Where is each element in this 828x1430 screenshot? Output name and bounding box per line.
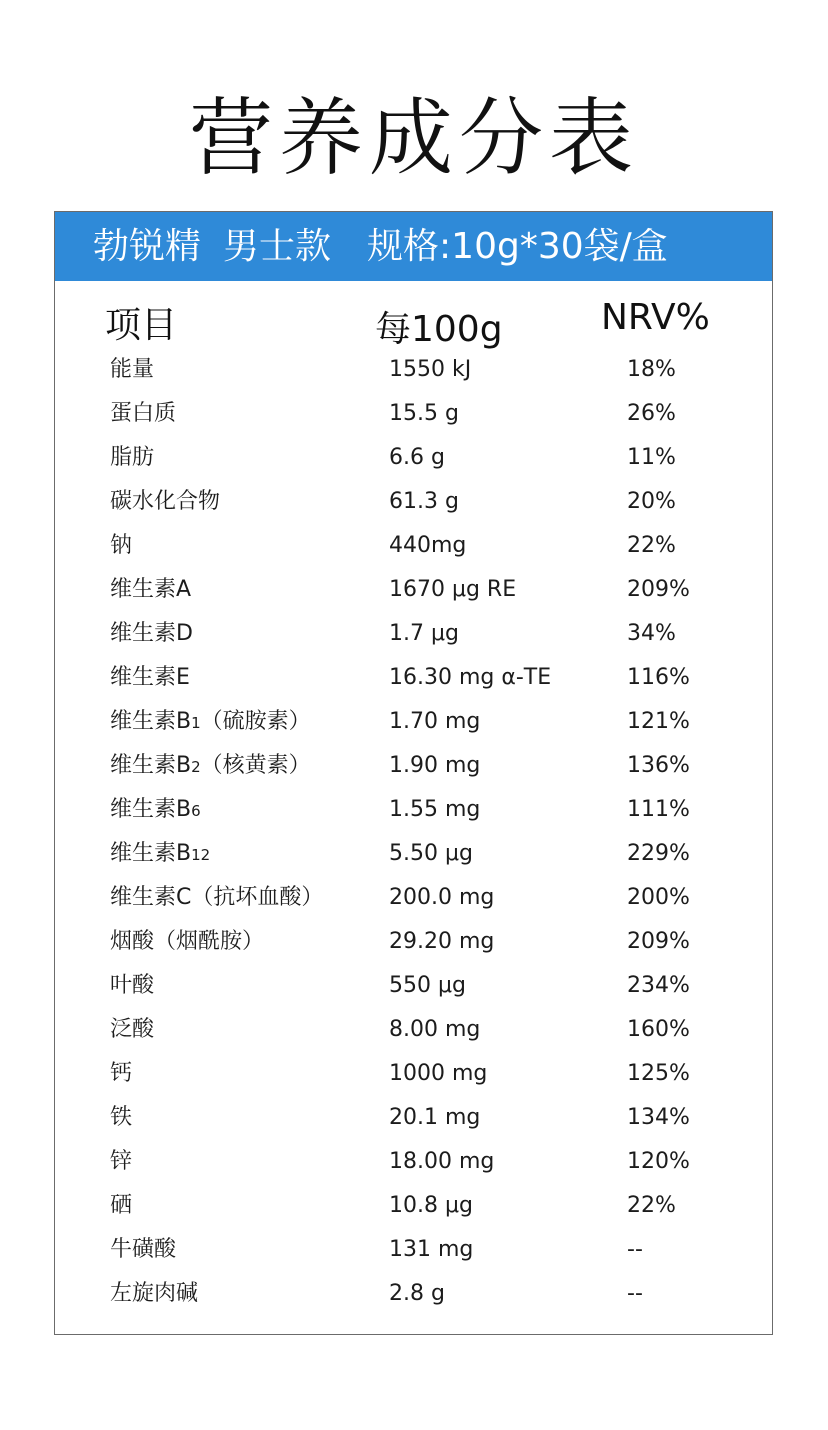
table-row <box>55 1184 772 1228</box>
nutrient-name <box>110 524 132 568</box>
nutrient-name <box>110 392 176 436</box>
nutrient-label: 锌 <box>110 1149 133 1174</box>
amount-per-100g: 1.90 mg <box>389 753 481 778</box>
nutrient-name <box>110 1228 176 1272</box>
nutrient-label: 维生素D <box>110 621 193 646</box>
nrv-percent: 229% <box>627 841 690 866</box>
table-row <box>55 1140 772 1184</box>
nrv-percent: -- <box>627 1237 643 1262</box>
table-row <box>55 348 772 392</box>
amount-per-100g: 20.1 mg <box>389 1105 481 1130</box>
nrv-percent: -- <box>627 1281 643 1306</box>
nutrient-name <box>110 1272 198 1316</box>
table-row <box>55 436 772 480</box>
nrv-percent: 134% <box>627 1105 690 1130</box>
nrv-percent: 26% <box>627 401 676 426</box>
nutrient-label: 钙 <box>110 1061 133 1086</box>
nutrient-label: 牛磺酸 <box>110 1237 177 1262</box>
nrv-percent: 209% <box>627 577 690 602</box>
nutrient-subscript: 6 <box>191 802 201 820</box>
amount-per-100g: 5.50 μg <box>389 841 473 866</box>
nutrient-name <box>110 1052 132 1096</box>
column-header-item: 项目 <box>105 305 178 346</box>
nutrient-label: 左旋肉碱 <box>110 1281 199 1306</box>
nutrient-label: 蛋白质 <box>110 401 177 426</box>
amount-per-100g: 15.5 g <box>389 401 459 426</box>
nrv-percent: 11% <box>627 445 676 470</box>
nrv-percent: 116% <box>627 665 690 690</box>
nutrient-name <box>110 1140 132 1184</box>
table-row <box>55 524 772 568</box>
amount-per-100g: 131 mg <box>389 1237 474 1262</box>
nutrient-suffix: （硫胺素） <box>200 709 311 734</box>
nutrient-name <box>110 964 154 1008</box>
nutrient-label: 铁 <box>110 1105 133 1130</box>
nutrient-label: 维生素B <box>110 841 192 866</box>
nrv-percent: 121% <box>627 709 690 734</box>
table-row <box>55 920 772 964</box>
table-header <box>55 297 772 350</box>
amount-per-100g: 440mg <box>389 533 467 558</box>
column-header-per100g: 每100g <box>375 309 503 350</box>
nutrient-name <box>110 920 264 964</box>
table-row <box>55 612 772 656</box>
nutrient-subscript: 1 <box>191 714 201 732</box>
nutrient-label: 维生素B <box>110 709 192 734</box>
amount-per-100g: 1550 kJ <box>389 357 472 382</box>
table-row <box>55 656 772 700</box>
amount-per-100g: 16.30 mg α-TE <box>389 665 552 690</box>
nrv-percent: 20% <box>627 489 676 514</box>
nutrient-name <box>110 1008 154 1052</box>
nutrient-subscript: 2 <box>191 758 201 776</box>
nrv-percent: 125% <box>627 1061 690 1086</box>
nutrient-label: 维生素B <box>110 753 192 778</box>
table-body <box>55 348 772 1316</box>
table-row <box>55 1096 772 1140</box>
nutrient-label: 维生素C（抗坏血酸） <box>110 885 324 910</box>
nutrient-label: 叶酸 <box>110 973 155 998</box>
nrv-percent: 234% <box>627 973 690 998</box>
nrv-percent: 111% <box>627 797 690 822</box>
nutrient-name <box>110 744 311 789</box>
nutrient-label: 脂肪 <box>110 445 155 470</box>
table-row <box>55 1052 772 1096</box>
nrv-percent: 120% <box>627 1149 690 1174</box>
nutrient-name <box>110 1184 132 1228</box>
nutrient-subscript: 12 <box>191 846 211 864</box>
amount-per-100g: 8.00 mg <box>389 1017 481 1042</box>
amount-per-100g: 6.6 g <box>389 445 445 470</box>
table-row <box>55 788 772 832</box>
nutrient-name <box>110 656 190 700</box>
amount-per-100g: 10.8 μg <box>389 1193 473 1218</box>
amount-per-100g: 2.8 g <box>389 1281 445 1306</box>
table-row <box>55 1228 772 1272</box>
table-row <box>55 392 772 436</box>
nutrient-name <box>110 612 193 656</box>
amount-per-100g: 1000 mg <box>389 1061 488 1086</box>
nutrient-label: 维生素A <box>110 577 192 602</box>
table-row <box>55 744 772 788</box>
amount-per-100g: 550 μg <box>389 973 466 998</box>
table-row <box>55 700 772 744</box>
amount-per-100g: 1670 μg RE <box>389 577 517 602</box>
nutrient-name <box>110 480 220 524</box>
nutrient-suffix: （核黄素） <box>200 753 311 778</box>
nutrient-label: 泛酸 <box>110 1017 155 1042</box>
nutrient-name <box>110 832 210 877</box>
nutrient-label: 碳水化合物 <box>110 489 221 514</box>
nutrient-label: 维生素E <box>110 665 190 690</box>
nrv-percent: 200% <box>627 885 690 910</box>
table-row <box>55 964 772 1008</box>
nutrient-label: 能量 <box>110 357 155 382</box>
table-row <box>55 832 772 876</box>
amount-per-100g: 29.20 mg <box>389 929 495 954</box>
table-row <box>55 1272 772 1316</box>
amount-per-100g: 1.7 μg <box>389 621 459 646</box>
nutrient-name <box>110 1096 132 1140</box>
nrv-percent: 22% <box>627 1193 676 1218</box>
table-row <box>55 568 772 612</box>
amount-per-100g: 18.00 mg <box>389 1149 495 1174</box>
nutrient-name <box>110 700 311 745</box>
nrv-percent: 22% <box>627 533 676 558</box>
amount-per-100g: 1.55 mg <box>389 797 481 822</box>
nutrient-name <box>110 876 323 920</box>
nrv-percent: 136% <box>627 753 690 778</box>
table-row <box>55 480 772 524</box>
nutrient-label: 钠 <box>110 533 133 558</box>
table-row <box>55 1008 772 1052</box>
nutrition-table <box>54 211 773 1335</box>
amount-per-100g: 61.3 g <box>389 489 459 514</box>
product-banner <box>55 212 772 281</box>
nutrient-label: 硒 <box>110 1193 133 1218</box>
nrv-percent: 18% <box>627 357 676 382</box>
nutrient-name <box>110 348 154 392</box>
table-row <box>55 876 772 920</box>
nutrient-label: 维生素B <box>110 797 192 822</box>
column-header-nrv: NRV% <box>601 297 710 338</box>
amount-per-100g: 200.0 mg <box>389 885 495 910</box>
nrv-percent: 209% <box>627 929 690 954</box>
page-title: 营养成分表 <box>188 89 639 187</box>
amount-per-100g: 1.70 mg <box>389 709 481 734</box>
spec-label: 规格:10g*30袋/盒 <box>367 226 668 267</box>
edition-label: 男士款 <box>223 226 332 267</box>
brand-name: 勃锐精 <box>93 226 202 267</box>
nutrient-name <box>110 568 191 612</box>
nrv-percent: 160% <box>627 1017 690 1042</box>
nutrient-label: 烟酸（烟酰胺） <box>110 929 265 954</box>
nutrient-name <box>110 788 201 833</box>
nrv-percent: 34% <box>627 621 676 646</box>
nutrient-name <box>110 436 154 480</box>
